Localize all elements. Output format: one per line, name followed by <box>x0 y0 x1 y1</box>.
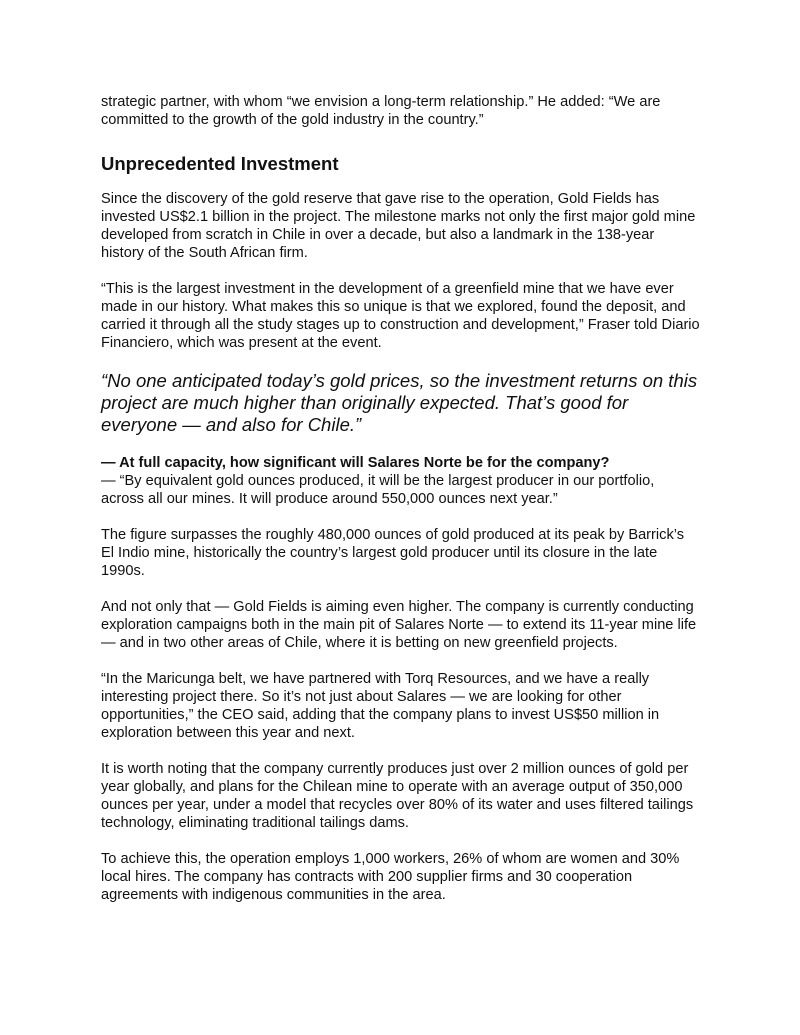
paragraph-fraser-quote: “This is the largest investment in the development of a greenfield mine that we have ever made in our history. What makes this so unique is that we explored, found the deposit, and carried it through all the study stages up to construction and development,” Fraser told Diario Financiero, which was present at the event. <box>101 281 700 351</box>
section-heading: Unprecedented Investment <box>101 153 339 174</box>
paragraph-maricunga: “In the Maricunga belt, we have partnered with Torq Resources, and we have a really interesting project there. So it’s not just about Salares — we are looking for other opportunities,” the CEO said, adding that the company plans to invest US$50 million in exploration between this year and next. <box>101 671 660 741</box>
article-body <box>101 93 701 922</box>
paragraph-production: It is worth noting that the company currently produces just over 2 million ounces of gold per year globally, and plans for the Chilean mine to operate with an average output of 350,000 ounces per year, under a model that recycles over 80% of its water and uses filtered tailings technology, eliminating traditional tailings dams. <box>101 761 694 831</box>
paragraph-exploration: And not only that — Gold Fields is aiming even higher. The company is currently conducting exploration campaigns both in the main pit of Salares Norte — to extend its 11-year mine life — and in two other areas of Chile, where it is betting on new greenfield projects. <box>101 599 697 651</box>
intro-paragraph: strategic partner, with whom “we envision a long-term relationship.” He added: “We are committed to the growth of the gold industry in the country.” <box>101 94 661 128</box>
pull-quote: “No one anticipated today’s gold prices, so the investment returns on this project are much higher than originally expected. That’s good for everyone — and also for Chile.” <box>101 370 698 435</box>
paragraph-el-indio: The figure surpasses the roughly 480,000 ounces of gold produced at its peak by Barrick’s El Indio mine, historically the country’s largest gold producer until its closure in the late 1990s. <box>101 527 685 579</box>
qa-block <box>101 454 701 508</box>
qa-answer: — “By equivalent gold ounces produced, it will be the largest producer in our portfolio, across all our mines. It will produce around 550,000 ounces next year.” <box>101 473 655 507</box>
paragraph-workforce: To achieve this, the operation employs 1,000 workers, 26% of whom are women and 30% local hires. The company has contracts with 200 supplier firms and 30 cooperation agreements with indigenous communities in the area. <box>101 851 680 903</box>
paragraph-investment: Since the discovery of the gold reserve that gave rise to the operation, Gold Fields has invested US$2.1 billion in the project. The milestone marks not only the first major gold mine developed from scratch in Chile in over a decade, but also a landmark in the 138-year history of the South African firm. <box>101 191 696 261</box>
qa-question: — At full capacity, how significant will Salares Norte be for the company? <box>101 455 610 471</box>
